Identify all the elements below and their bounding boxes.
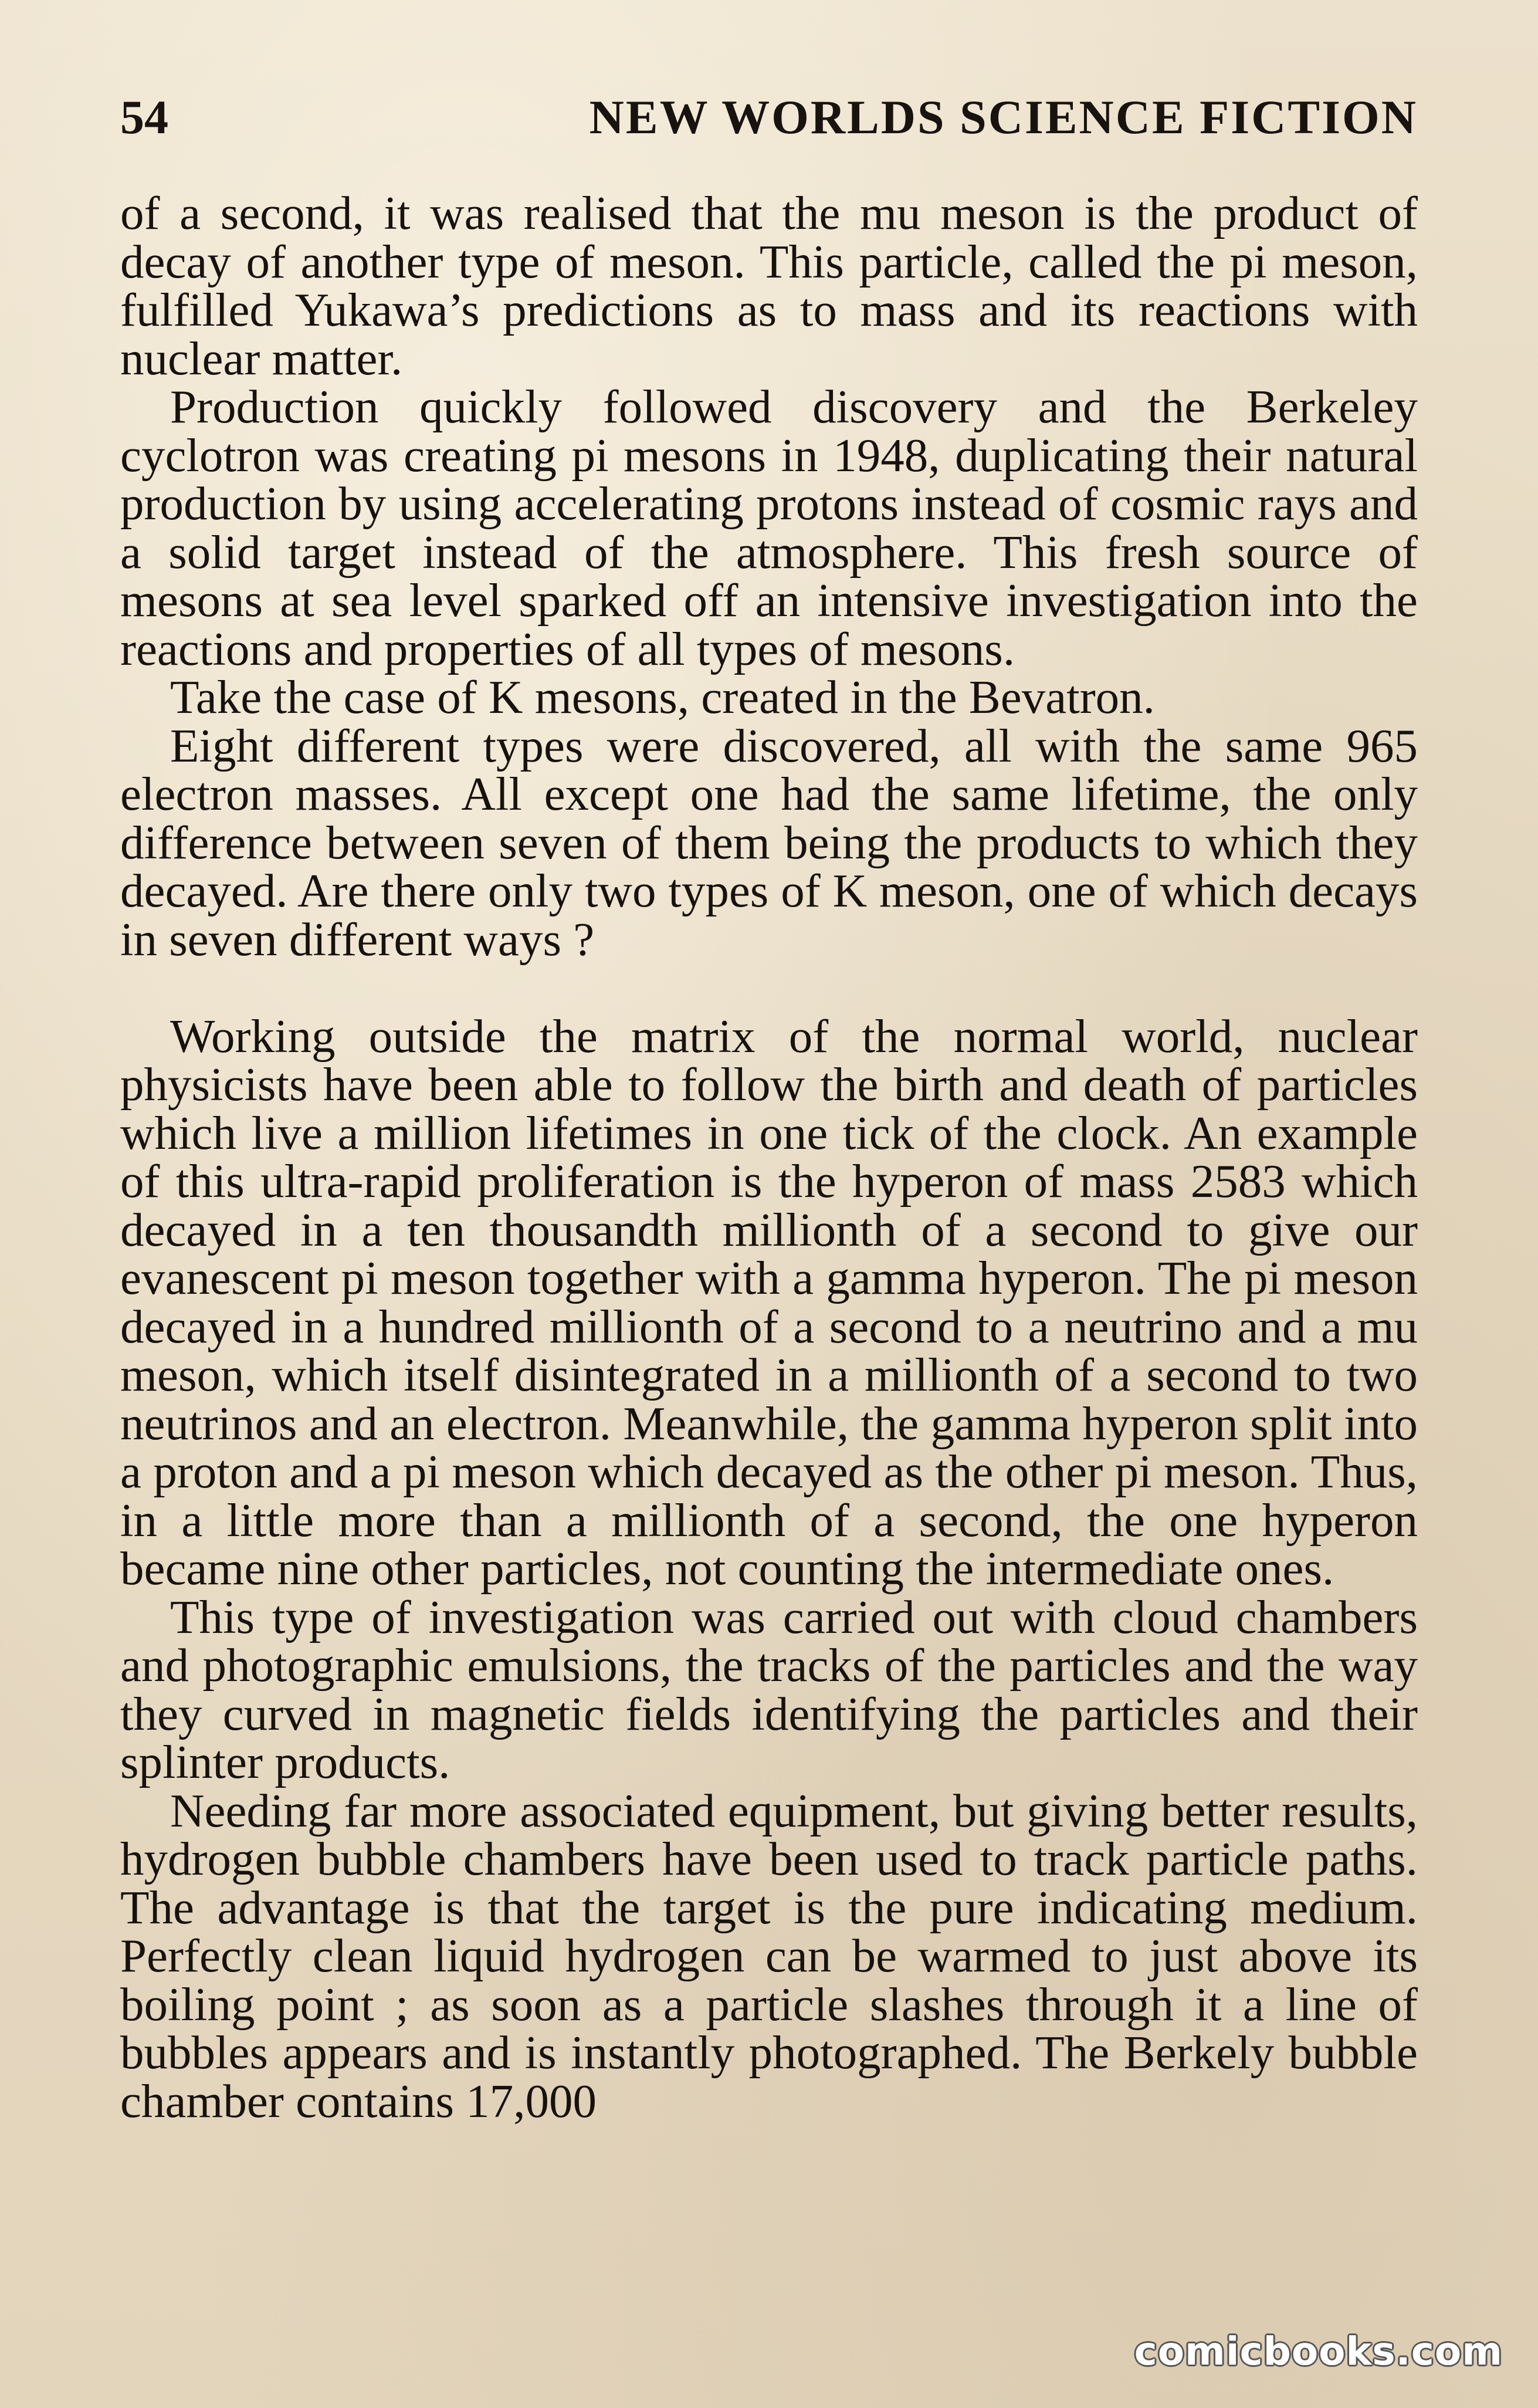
running-header xyxy=(120,88,1418,147)
paragraph: Working outside the matrix of the normal world, nuclear physicists have been able to follow the birth and death of particles which live a million lifetimes in one tick of the clock. An example of this ultra-rapid proliferation is the hyperon of mass 2583 which decayed in a ten thousandth millionth of a second to give our evanescent pi meson together with a gamma hyperon. The pi meson decayed in a hundred millionth of a second to a neutrino and a mu meson, which itself disintegrated in a millionth of a second to two neutrinos and an electron. Meanwhile, the gamma hyperon split into a proton and a pi meson which decayed as the other pi meson. Thus, in a little more than a millionth of a second, the one hyperon became nine other particles, not counting the intermediate ones. xyxy=(120,1009,1418,1595)
page-number: 54 xyxy=(120,90,168,144)
paragraph: Eight different types were discovered, all with the same 965 electron masses. All except one had the same lifetime, the only difference between seven of them being the products to which they decayed. Are there only two types of K meson, one of which decays in seven different ways ? xyxy=(120,719,1418,966)
paragraph: This type of investigation was carried out with cloud chambers and photographic emulsions, the tracks of the particles and the way they curved in magnetic fields identifying the particles and their splinter products. xyxy=(120,1590,1418,1788)
paragraph: Take the case of K mesons, created in the Bevatron. xyxy=(170,671,1155,723)
body-text xyxy=(120,187,1418,2128)
running-title: NEW WORLDS SCIENCE FICTION xyxy=(589,90,1418,144)
paragraph: Needing far more associated equipment, but giving better results, hydrogen bubble chambers have been used to track particle paths. The advantage is that the target is the pure indicating medium. Perfectly clean liquid hydrogen can be warmed to just above its boiling point ; as soon as a particle slashes through it a line of bubbles appears and is instantly photographed. The Berkely bubble chamber contains 17,000 xyxy=(120,1784,1418,2128)
watermark: comicbooks.com xyxy=(1134,2329,1503,2374)
paragraph: of a second, it was realised that the mu meson is the product of decay of another type of meson. This particle, called the pi meson, fulfilled Yukawa’s predictions as to mass and its reactions with nuclear matter. xyxy=(120,187,1418,385)
paragraph: Production quickly followed discovery and the Berkeley cyclotron was creating pi mesons in 1948, duplicating their natural production by using accelerating protons instead of cosmic rays and a solid target instead of the atmosphere. This fresh source of mesons at sea level sparked off an intensive investigation into the reactions and properties of all types of mesons. xyxy=(120,380,1418,675)
